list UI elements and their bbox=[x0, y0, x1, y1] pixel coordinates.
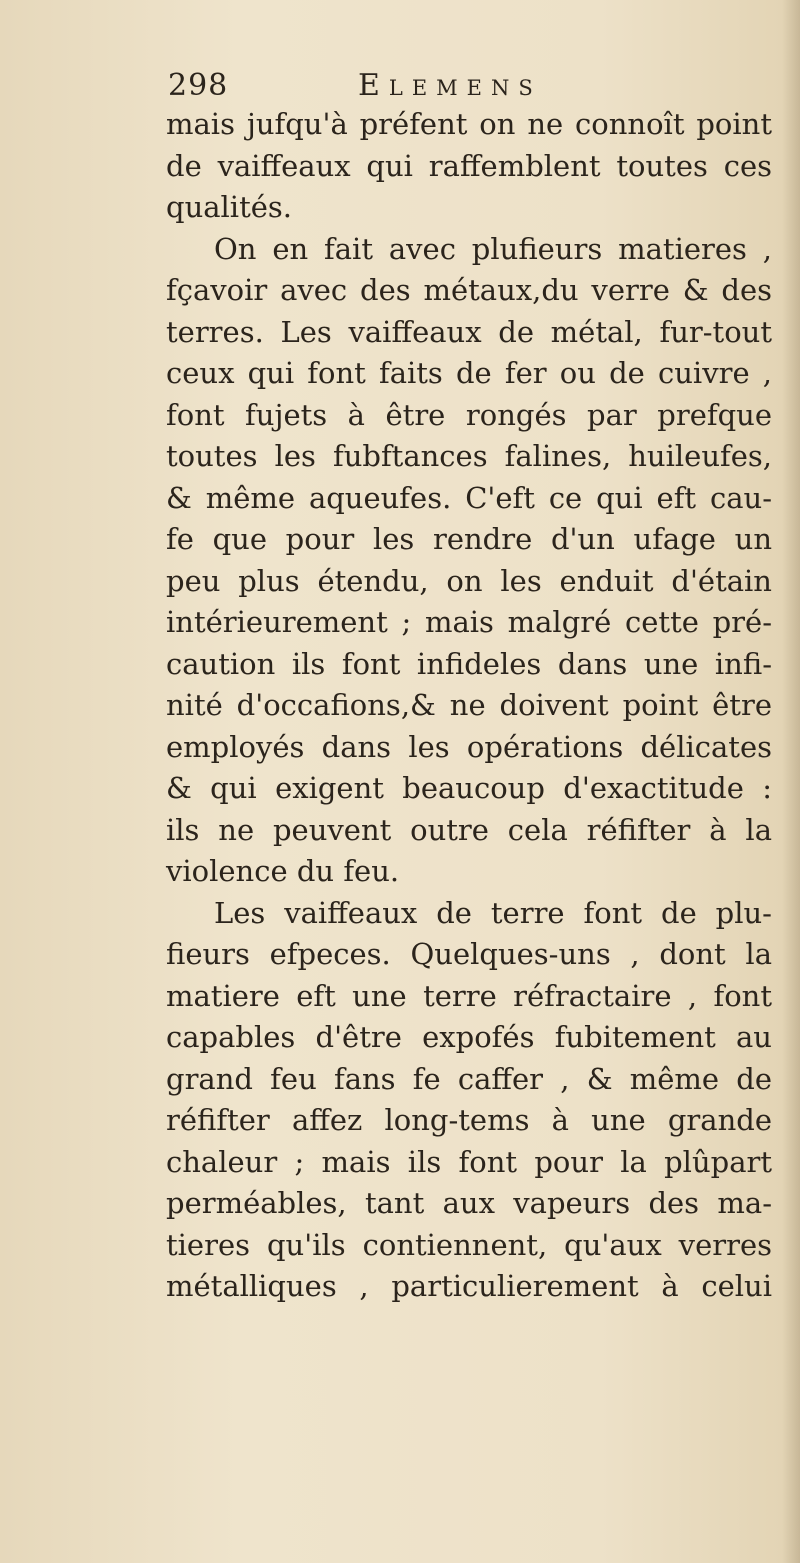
text-line: tieres qu'ils contiennent, qu'aux verres bbox=[166, 1227, 772, 1262]
text-line: font fujets à être rongés par prefque bbox=[166, 397, 772, 432]
running-title: Elemens bbox=[358, 68, 542, 103]
text-line: ceux qui font faits de fer ou de cuivre , bbox=[166, 356, 772, 390]
text-line: On en fait avec plufieurs matieres , bbox=[214, 231, 772, 266]
text-line: capables d'être expofés fubitement au bbox=[166, 1020, 772, 1054]
text-line: & qui exigent beaucoup d'exactitude : bbox=[166, 771, 772, 805]
text-line: réfifter affez long-tems à une grande bbox=[166, 1103, 772, 1137]
text-line: & même aqueufes. C'eft ce qui eft cau- bbox=[166, 480, 772, 515]
text-line: grand feu fans fe caffer , & même de bbox=[166, 1061, 772, 1096]
text-line: mais jufqu'à préfent on ne connoît point bbox=[166, 107, 772, 141]
text-line: violence du feu. bbox=[166, 854, 400, 888]
text-line: fieurs efpeces. Quelques-uns , dont la bbox=[166, 937, 772, 971]
text-line: caution ils font infideles dans une infi- bbox=[166, 646, 772, 681]
text-line: nité d'occafions,& ne doivent point être bbox=[166, 688, 772, 722]
text-line: perméables, tant aux vapeurs des ma- bbox=[166, 1186, 772, 1220]
text-line: fçavoir avec des métaux,du verre & des bbox=[166, 273, 772, 307]
text-line: métalliques , particulierement à celui bbox=[166, 1269, 772, 1303]
text-line: de vaiffeaux qui raffemblent toutes ces bbox=[166, 148, 772, 183]
text-line: matiere eft une terre réfractaire , font bbox=[166, 978, 772, 1013]
text-line: employés dans les opérations délicates bbox=[166, 729, 772, 764]
text-line: Les vaiffeaux de terre font de plu- bbox=[214, 895, 772, 930]
text-line: fe que pour les rendre d'un ufage un bbox=[166, 522, 772, 556]
body-text bbox=[166, 104, 772, 1308]
text-line: terres. Les vaiffeaux de métal, fur-tout bbox=[166, 314, 772, 349]
page-number: 298 bbox=[168, 68, 229, 103]
page-edge-shadow bbox=[782, 0, 800, 1563]
text-line: qualités. bbox=[166, 190, 292, 224]
text-line: toutes les fubftances falines, huileufes, bbox=[166, 439, 772, 473]
text-line: ils ne peuvent outre cela réfifter à la bbox=[166, 812, 772, 847]
text-line: chaleur ; mais ils font pour la plûpart bbox=[166, 1144, 772, 1179]
text-line: peu plus étendu, on les enduit d'étain bbox=[166, 563, 772, 598]
text-line: intérieurement ; mais malgré cette pré- bbox=[166, 605, 772, 639]
